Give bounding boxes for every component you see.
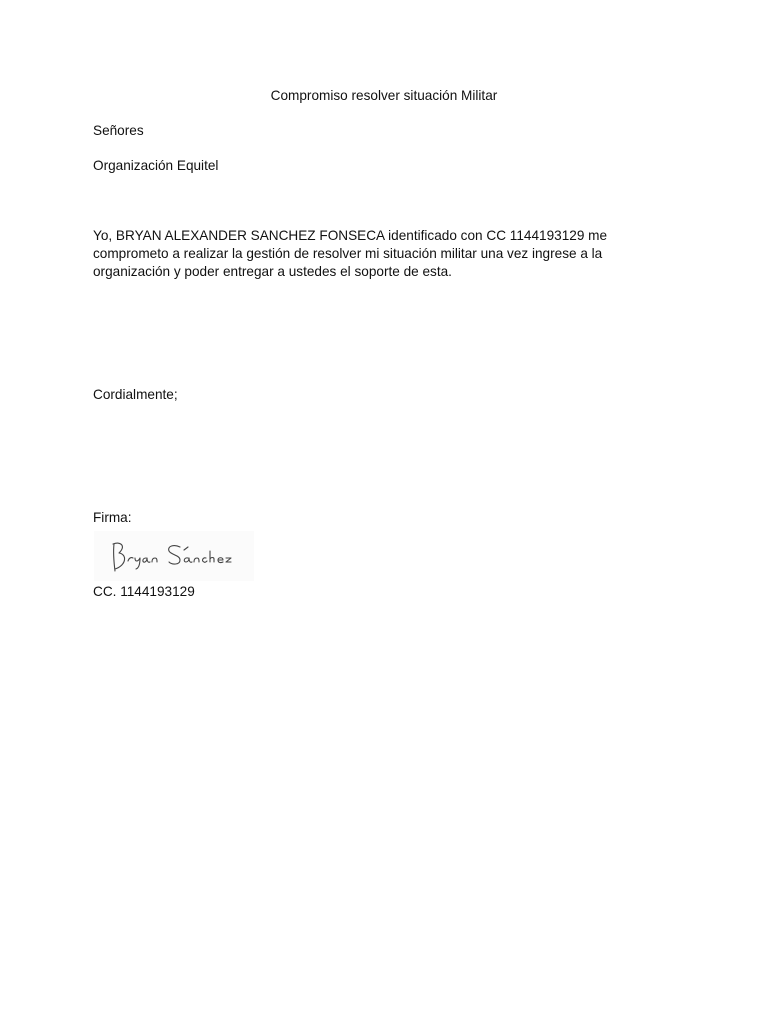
body-paragraph bbox=[93, 227, 653, 281]
body-line: comprometo a realizar la gestión de resolver mi situación militar una vez ingrese a la bbox=[93, 246, 603, 261]
recipient-organization: Organización Equitel bbox=[93, 158, 219, 173]
id-number-line: CC. 1144193129 bbox=[93, 584, 195, 599]
signature-label: Firma: bbox=[93, 510, 132, 525]
document-title: Compromiso resolver situación Militar bbox=[270, 88, 498, 103]
signature-image bbox=[94, 531, 254, 581]
body-line: Yo, BRYAN ALEXANDER SANCHEZ FONSECA identificado con CC 1144193129 me bbox=[93, 228, 608, 243]
salutation: Señores bbox=[93, 123, 144, 138]
body-line: organización y poder entregar a ustedes el soporte de esta. bbox=[93, 264, 452, 279]
closing: Cordialmente; bbox=[93, 387, 178, 402]
